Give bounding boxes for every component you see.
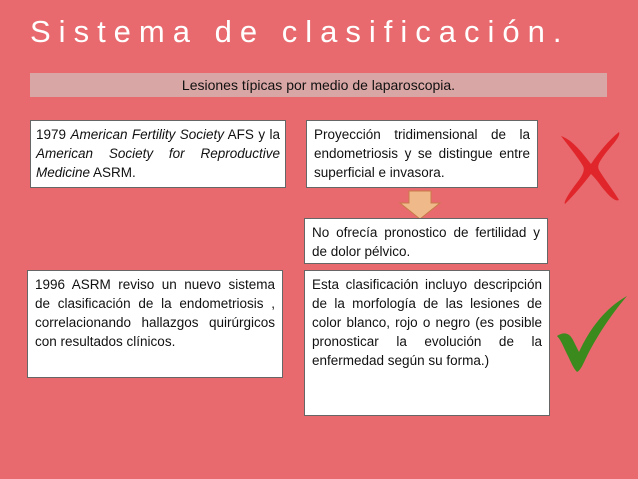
red-x-icon bbox=[553, 126, 625, 206]
green-check-icon bbox=[553, 292, 631, 374]
slide-title: Sistema de clasificación. bbox=[30, 14, 570, 49]
afs-text-2: AFS y la bbox=[224, 127, 280, 142]
down-arrow-icon bbox=[398, 190, 442, 220]
no-prognosis-box: No ofrecía pronostico de fertilidad y de dolor pélvico. bbox=[304, 218, 548, 264]
afs-text-italic-2: American Society for Reproductive Medicine bbox=[36, 146, 280, 180]
afs-asrm-box bbox=[30, 120, 286, 188]
projection-box: Proyección tridimensional de la endometriosis y se distingue entre superficial e invasora. bbox=[306, 120, 538, 188]
asrm-1996-box: 1996 ASRM reviso un nuevo sistema de clasificación de la endometriosis , correlacionando hallazgos quirúrgicos con resultados clínicos. bbox=[27, 270, 283, 378]
subtitle-bar: Lesiones típicas por medio de laparoscopia. bbox=[30, 73, 607, 97]
afs-text-1: 1979 bbox=[36, 127, 71, 142]
afs-text-3: ASRM. bbox=[90, 165, 136, 180]
classification-box: Esta clasificación incluyo descripción de la morfología de las lesiones de color blanco, rojo o negro (es posible pronosticar la evolución de la enfermedad según su forma.) bbox=[304, 270, 550, 416]
afs-text-italic-1: American Fertility Society bbox=[70, 127, 225, 142]
